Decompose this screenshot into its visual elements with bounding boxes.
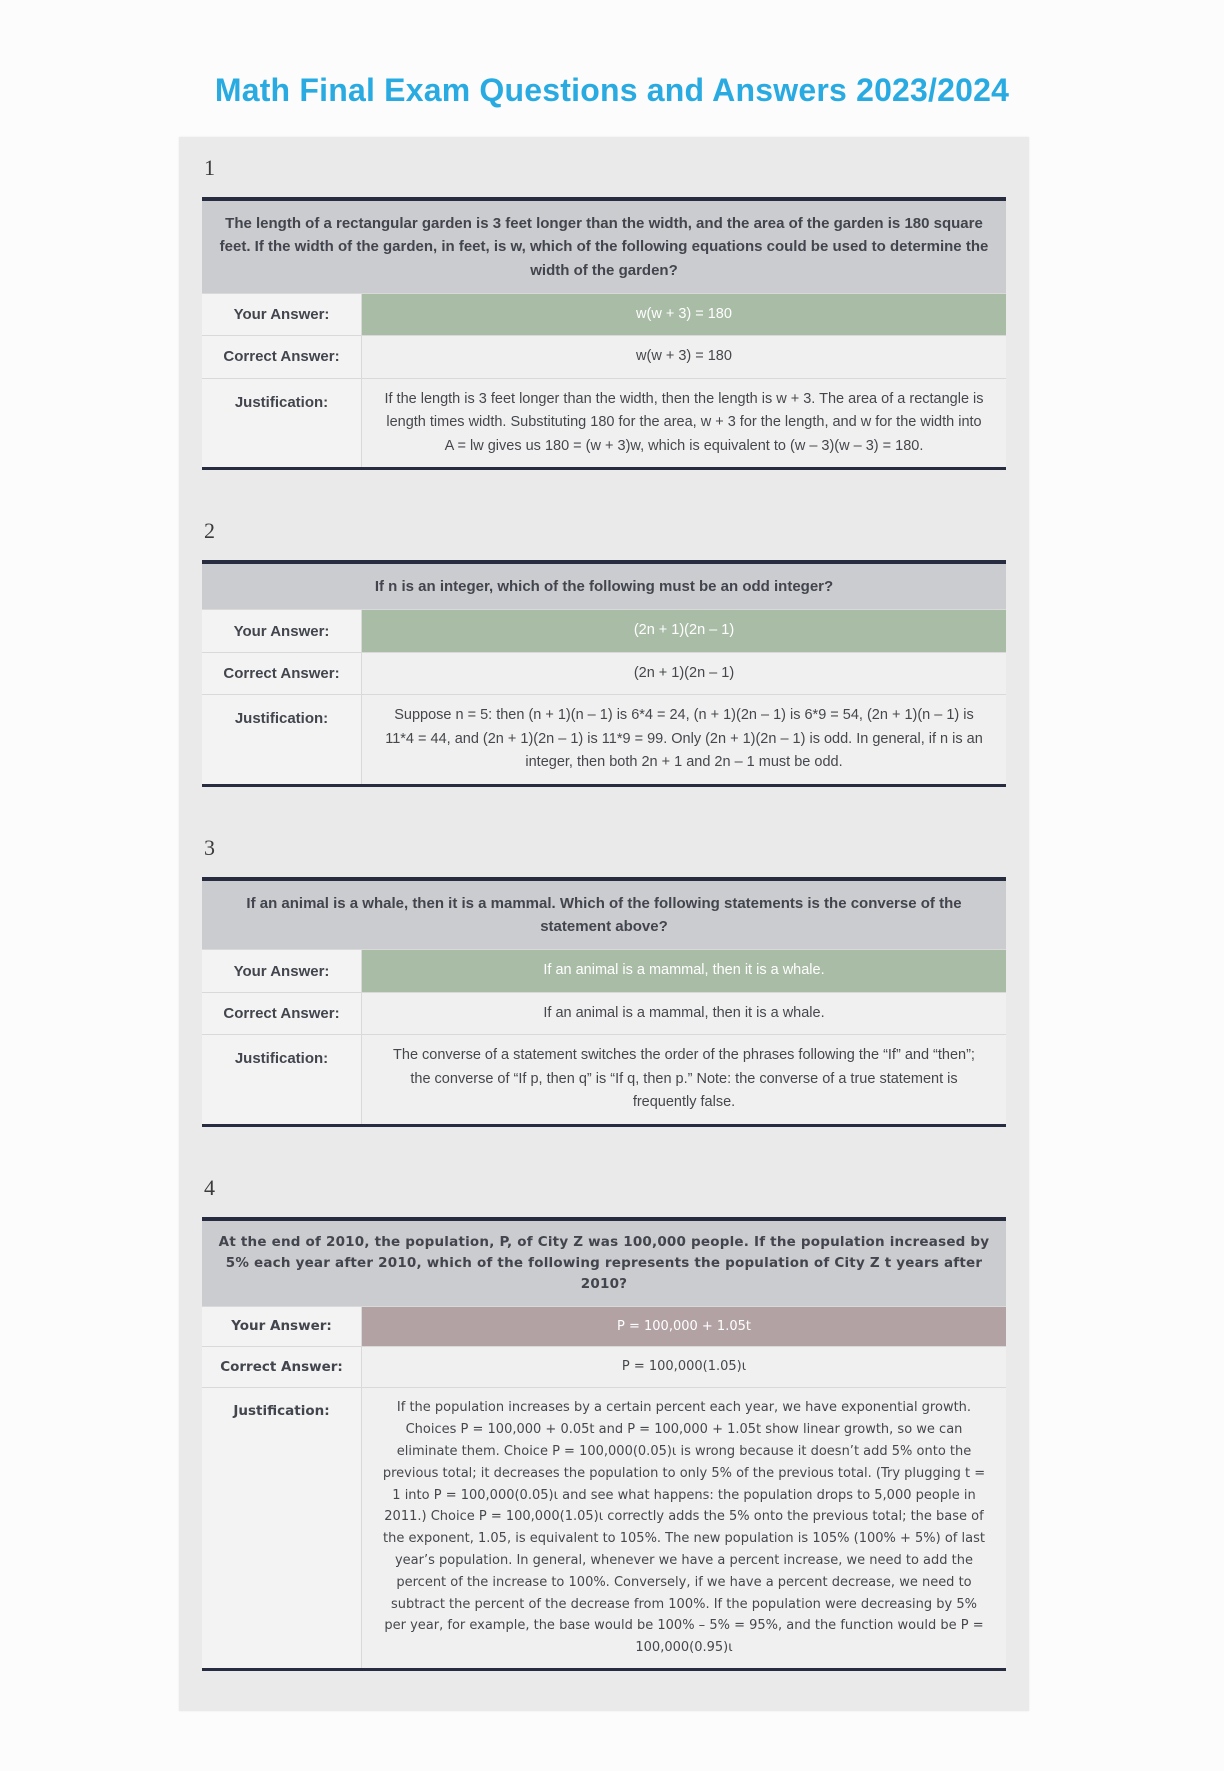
correct-answer-value: (2n + 1)(2n – 1)	[633, 664, 735, 681]
your-answer-value: w(w + 3) = 180	[362, 294, 1006, 335]
justification-label: Justification:	[202, 379, 362, 467]
correct-answer-row	[202, 1346, 1006, 1387]
correct-answer-label: Correct Answer:	[202, 993, 362, 1034]
content-card	[179, 137, 1029, 1711]
page-title: Math Final Exam Questions and Answers 2023/2024	[214, 72, 1010, 108]
question-text: At the end of 2010, the population, P, of City Z was 100,000 people. If the population increased by 5% each year after 2010, which of the following represents the population of City Z t years after 2010?	[202, 1221, 1006, 1306]
correct-answer-label: Correct Answer:	[202, 653, 362, 694]
correct-answer-label: Correct Answer:	[202, 336, 362, 377]
question-text: If n is an integer, which of the following must be an odd integer?	[202, 564, 1006, 609]
your-answer-value: (2n + 1)(2n – 1)	[362, 610, 1006, 651]
your-answer-row	[202, 293, 1006, 335]
question-table	[202, 877, 1006, 1127]
your-answer-row	[202, 1306, 1006, 1347]
your-answer-value: P = 100,000 + 1.05t	[362, 1307, 1006, 1347]
correct-answer-row	[202, 652, 1006, 694]
question-block-2	[202, 518, 1006, 787]
correct-answer-label: Correct Answer:	[202, 1347, 362, 1387]
question-block-3	[202, 835, 1006, 1127]
your-answer-label: Your Answer:	[202, 610, 362, 651]
justification-label: Justification:	[202, 1388, 362, 1668]
your-answer-label: Your Answer:	[202, 1307, 362, 1347]
question-table	[202, 1217, 1006, 1671]
correct-answer-row	[202, 992, 1006, 1034]
your-answer-label: Your Answer:	[202, 950, 362, 991]
justification-label: Justification:	[202, 1035, 362, 1123]
justification-row	[202, 1387, 1006, 1668]
your-answer-row	[202, 609, 1006, 651]
correct-answer-value: P = 100,000(1.05)ι	[621, 1359, 747, 1375]
your-answer-value: If an animal is a mammal, then it is a whale.	[362, 950, 1006, 991]
justification-text: Suppose n = 5: then (n + 1)(n – 1) is 6*4 = 24, (n + 1)(2n – 1) is 6*9 = 54, (2n + 1)(n – 1) is 11*4 = 44, and (2n + 1)(2n – 1) is 11*9 = 99. Only (2n + 1)(2n – 1) is odd. In general, if n is an integer, then both 2n + 1 and 2n – 1 must be odd.	[385, 707, 983, 771]
question-block-4	[202, 1175, 1006, 1671]
justification-row	[202, 694, 1006, 783]
question-text: If an animal is a whale, then it is a mammal. Which of the following statements is the converse of the statement above?	[202, 881, 1006, 950]
question-table	[202, 560, 1006, 787]
justification-row	[202, 378, 1006, 467]
question-number: 2	[204, 518, 215, 544]
justification-text: If the population increases by a certain percent each year, we have exponential growth. Choices P = 100,000 + 0.05t and P = 100,000 + 1.05t show linear growth, so we can eliminate them. Choice P = 100,000(0.05)ι is wrong because it doesn’t add 5% onto the previous total; it decreases the population to only 5% of the previous total. (Try plugging t = 1 into P = 100,000(0.05)ι and see what happens: the population drops to 5,000 people in 2011.) Choice P = 100,000(1.05)ι correctly adds the 5% onto the previous total; the base of the exponent, 1.05, is equivalent to 105%. The new population is 105% (100% + 5%) of last year’s population. In general, whenever we have a percent increase, we need to add the percent of the increase to 100%. Conversely, if we have a percent decrease, we need to subtract the percent of the decrease from 100%. If the population were decreasing by 5% per year, for example, the base would be 100% – 5% = 95%, and the function would be P = 100,000(0.95)ι	[382, 1400, 986, 1656]
question-number: 1	[204, 155, 215, 180]
question-text: The length of a rectangular garden is 3 feet longer than the width, and the area of the garden is 180 square feet. If the width of the garden, in feet, is w, which of the following equations could be used to determine the width of the garden?	[202, 201, 1006, 293]
correct-answer-value: w(w + 3) = 180	[636, 348, 732, 365]
correct-answer-value: If an animal is a mammal, then it is a whale.	[543, 1004, 825, 1021]
question-table	[202, 197, 1006, 470]
justification-label: Justification:	[202, 695, 362, 783]
correct-answer-row	[202, 335, 1006, 377]
justification-text: The converse of a statement switches the order of the phrases following the “If” and “then”; the converse of “If p, then q” is “If q, then p.” Note: the converse of a true statement is frequently false.	[393, 1047, 975, 1111]
your-answer-row	[202, 949, 1006, 991]
justification-row	[202, 1034, 1006, 1123]
question-number: 4	[204, 1174, 215, 1200]
question-number: 3	[204, 834, 215, 860]
your-answer-label: Your Answer:	[202, 294, 362, 335]
justification-text: If the length is 3 feet longer than the width, then the length is w + 3. The area of a rectangle is length times width. Substituting 180 for the area, w + 3 for the length, and w for the width into A = lw gives us 180 = (w + 3)w, which is equivalent to (w – 3)(w – 3) = 180.	[384, 390, 984, 454]
question-block-1	[202, 155, 1006, 470]
